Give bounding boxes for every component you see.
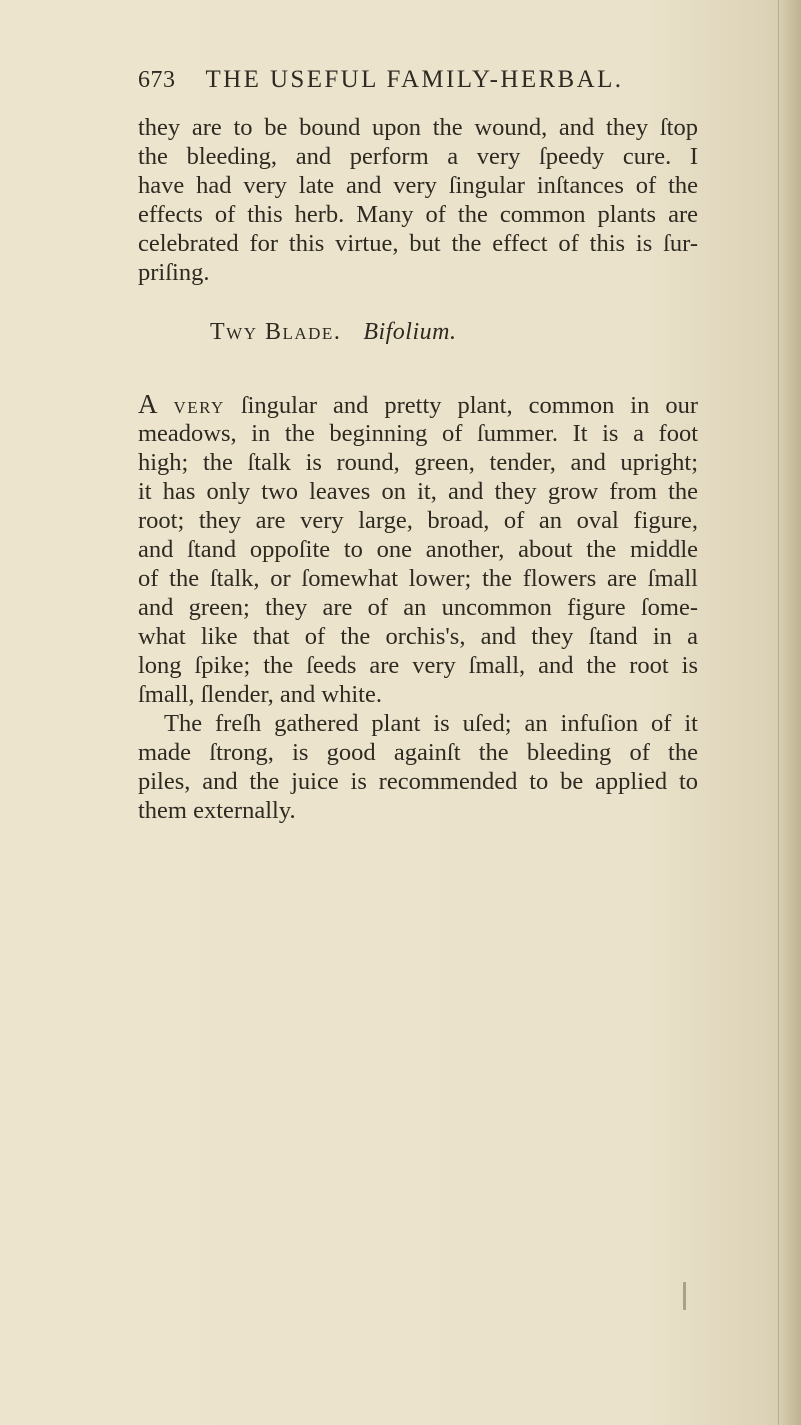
text-line: of the ſtalk, or ſomewhat lower; the flowers are ſmall xyxy=(138,565,698,592)
text-line: effects of this herb. Many of the common plants are xyxy=(138,201,698,228)
text-line: what like that of the orchis's, and they ſtand in a xyxy=(138,623,698,650)
text-line: celebrated for this virtue, but the effect of this is ſur- xyxy=(138,230,698,257)
text-line: the bleeding, and perform a very ſpeedy cure. I xyxy=(138,143,698,170)
margin-mark xyxy=(683,1282,686,1310)
text-line: The freſh gathered plant is uſed; an infuſion of it xyxy=(164,710,698,737)
section-first-line xyxy=(138,390,698,419)
text-line: ſmall, ſlender, and white. xyxy=(138,681,382,708)
page-number: 673 xyxy=(138,67,176,93)
text-line: high; the ſtalk is round, green, tender, and upright; xyxy=(138,449,698,476)
section-heading-name: Twy Blade. xyxy=(210,319,342,345)
drop-cap: A xyxy=(138,389,158,419)
text-line: and ſtand oppoſite to one another, about the middle xyxy=(138,536,698,563)
running-head xyxy=(138,66,698,106)
text-line: have had very late and very ſingular inſtances of the xyxy=(138,172,698,199)
continuation-paragraph xyxy=(138,113,698,287)
section-heading xyxy=(210,319,456,346)
text-line: meadows, in the beginning of ſummer. It is a foot xyxy=(138,420,698,447)
text-line: priſing. xyxy=(138,259,210,286)
small-caps-word: very xyxy=(173,392,225,419)
running-head-title: THE USEFUL FAMILY-HERBAL. xyxy=(205,66,624,93)
text-line: and green; they are of an uncommon figure ſome- xyxy=(138,594,698,621)
text-line: root; they are very large, broad, of an oval figure, xyxy=(138,507,698,534)
section-body xyxy=(138,390,698,825)
text-line: they are to be bound upon the wound, and they ſtop xyxy=(138,114,698,141)
text-line: them externally. xyxy=(138,797,296,824)
page-edge-shadow xyxy=(778,0,801,1425)
text-line: piles, and the juice is recommended to be applied to xyxy=(138,768,698,795)
text-line: it has only two leaves on it, and they grow from the xyxy=(138,478,698,505)
first-line-rest: ſingular and pretty plant, common in our xyxy=(240,392,698,419)
text-line: made ſtrong, is good againſt the bleeding of the xyxy=(138,739,698,766)
section-heading-latin: Bifolium. xyxy=(363,319,457,345)
text-line: long ſpike; the ſeeds are very ſmall, and the root is xyxy=(138,652,698,679)
